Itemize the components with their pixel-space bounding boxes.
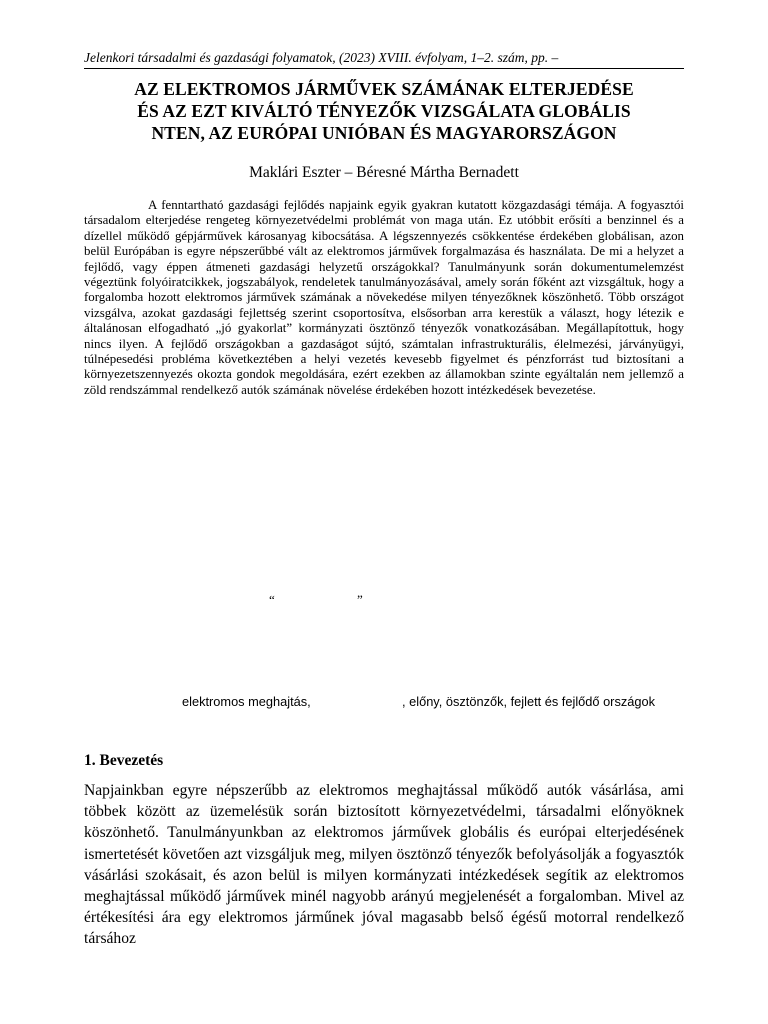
title-line-3: NTEN, AZ EURÓPAI UNIÓBAN ÉS MAGYARORSZÁGON [151,123,617,143]
header-rule [84,68,684,69]
title-line-2: ÉS AZ EZT KIVÁLTÓ TÉNYEZŐK VIZSGÁLATA GLOBÁLIS [137,101,631,121]
running-header: Jelenkori társadalmi és gazdasági folyamatok, (2023) XVIII. évfolyam, 1–2. szám, pp. – [84,50,559,65]
quote-close: ” [357,592,363,607]
article-title [84,78,684,144]
body-paragraph: Napjainkban egyre népszerűbb az elektromos meghajtással működő autók vásárlása, ami többek között az üzemelésük során biztosított környezetvédelmi, társadalmi előnyöknek köszönhető. Tanulmányunkban az elektromos járművek globális és európai elterjedésének ismertetését követően azt vizsgáljuk meg, milyen ösztönző tényezők befolyásolják a fogyasztók vásárlási szokásait, és azon belül is milyen kormányzati intézkedések segítik az elektromos meghajtással működő járművek minél nagyobb arányú megjelenését a forgalomban. Mivel az értékesítési ára egy elektromos járműnek jóval magasabb belső égésű motorral rendelkező társához [84,782,684,948]
authors: Maklári Eszter – Béresné Mártha Bernadett [249,164,519,181]
abstract: A fenntartható gazdasági fejlődés napjaink egyik gyakran kutatott közgazdasági témája. A fogyasztói társadalom elterjedése rengeteg környezetvédelmi problémát von maga után. Ez utóbbit erősíti a benzinnel és a dízellel működő gépjárművek károsanyag kibocsátása. A légszennyezés csökkentése érdekében globálisan, azon belül Európában is egyre népszerűbbé vált az elektromos járművek forgalmazása és használata. De mi a helyzet a fejlődő, vagy éppen átmeneti gazdasági helyzetű országokkal? Tanulmányunk során dokumentumelemzést végeztünk folyóiratcikkek, jogszabályok, rendeletek tanulmányozásával, amely során főként azt vizsgáltuk, hogy a forgalomba hozott elektromos járművek számának a növekedése milyen tényezőknek köszönhető. Több országot vizsgálva, azokat gazdasági fejlettség szerint csoportosítva, elsősorban arra kerestük a választ, hogy létezik e általánosan elfogadható „jó gyakorlat” kormányzati ösztönző tényezők vonatkozásában. Megállapítottuk, hogy nincs ilyen. A fejlődő országokban a gazdaságot sújtó, számtalan infrastrukturális, élelmezési, járványügyi, túlnépesedési probléma következtében a helyi vezetés kevesebb figyelmet és pénzforrást tud biztosítani a környezetszennyezés okozta gondok megoldására, ezért ezekben az államokban szinte egyáltalán nem jellemző a zöld rendszámmal rendelkező autók számának növelése érdekében hozott intézkedések bevezetése. [84,198,684,397]
title-line-1: AZ ELEKTROMOS JÁRMŰVEK SZÁMÁNAK ELTERJEDÉSE [134,79,634,99]
english-title-placeholder [269,592,369,608]
keywords-part-2: , előny, ösztönzők, fejlett és fejlődő országok [402,694,655,709]
section-heading: 1. Bevezetés [84,752,164,769]
quote-open: “ [269,592,275,607]
keywords-part-1: elektromos meghajtás, [182,694,311,709]
